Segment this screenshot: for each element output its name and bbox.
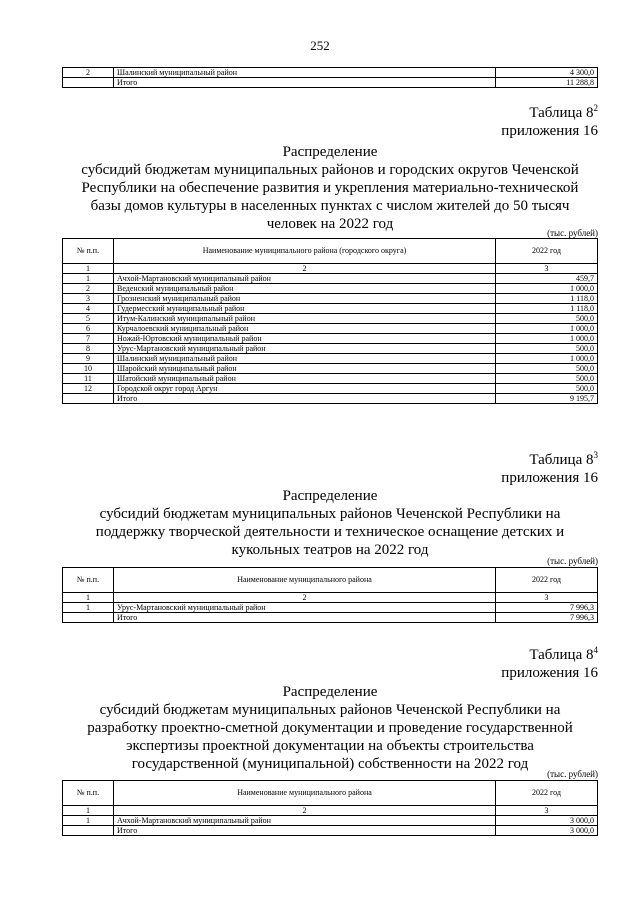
table-row [63,374,598,384]
title-line: экспертизы проектной документации на объекты строительства [126,738,534,754]
table-label-prefix: Таблица 8 [529,105,594,121]
table-8-2-title [60,143,600,233]
total-row [63,826,598,836]
row-number-cell [63,78,114,88]
row-number-cell: 1 [63,274,114,284]
district-name-cell: Шалинский муниципальный район [114,68,496,78]
total-row [63,613,598,623]
table-header-row [63,239,598,264]
header-num-cell: № п.п. [63,239,114,264]
amount-cell: 500,0 [496,364,598,374]
title-line: поддержку творческой деятельности и техническое оснащение детских и [95,524,565,540]
district-name-cell: Шатойский муниципальный район [114,374,496,384]
page-number: 252 [310,38,330,53]
row-number-cell [63,394,114,404]
table-label-prefix: Таблица 8 [529,452,594,468]
table-label-appendix: приложения 16 [501,123,598,139]
row-number-cell: 11 [63,374,114,384]
amount-cell: 500,0 [496,384,598,394]
header-name-cell: Наименование муниципального района [114,568,496,593]
total-row [63,394,598,404]
table-label-sup: 3 [593,450,598,460]
table-row [63,304,598,314]
table-8-3-title [60,487,600,559]
column-index-cell: 1 [63,806,114,816]
amount-cell: 459,7 [496,274,598,284]
amount-cell: 4 300,0 [496,68,598,78]
table-row [63,274,598,284]
header-year-cell: 2022 год [496,568,598,593]
column-index-cell: 3 [496,264,598,274]
table-row [63,364,598,374]
title-line: базы домов культуры в населенных пунктах с числом жителей до 50 тысяч [90,198,570,214]
row-number-cell: 4 [63,304,114,314]
table-label-appendix: приложения 16 [501,665,598,681]
table-row [63,334,598,344]
total-row [63,78,598,88]
district-name-cell: Курчалоевский муниципальный район [114,324,496,334]
row-number-cell: 8 [63,344,114,354]
table-8-3 [62,567,598,623]
row-number-cell: 1 [63,816,114,826]
row-number-cell: 6 [63,324,114,334]
district-name-cell: Грозненский муниципальный район [114,294,496,304]
row-number-cell: 2 [63,284,114,294]
table-header-row [63,568,598,593]
row-number-cell: 5 [63,314,114,324]
column-index-cell: 2 [114,264,496,274]
title-line: разработку проектно-сметной документации и проведение государственной [87,720,573,736]
continuation-table [62,67,598,88]
title-line: кукольных театров на 2022 год [231,542,429,558]
amount-cell: 500,0 [496,344,598,354]
district-name-cell: Гудермесский муниципальный район [114,304,496,314]
table-8-4-units: (тыс. рублей) [547,769,598,779]
header-name-cell: Наименование муниципального района (городского округа) [114,239,496,264]
column-index-cell: 3 [496,806,598,816]
title-line: Распределение [282,144,378,160]
header-num-cell: № п.п. [63,781,114,806]
table-label-prefix: Таблица 8 [529,647,594,663]
amount-cell: 3 000,0 [496,826,598,836]
table-row [63,354,598,364]
district-name-cell: Ачхой-Мартановский муниципальный район [114,274,496,284]
header-num-cell: № п.п. [63,568,114,593]
row-number-cell: 3 [63,294,114,304]
title-line: государственной (муниципальной) собственности на 2022 год [131,756,529,772]
title-line: субсидий бюджетам муниципальных районов Чеченской Республики на [99,702,561,718]
amount-cell: 1 118,0 [496,294,598,304]
column-index-cell: 1 [63,593,114,603]
amount-cell: 3 000,0 [496,816,598,826]
table-row [63,284,598,294]
header-year-cell: 2022 год [496,781,598,806]
district-name-cell: Ножай-Юртовский муниципальный район [114,334,496,344]
table-header-row [63,781,598,806]
column-index-cell: 2 [114,806,496,816]
table-label-sup: 2 [593,103,598,113]
row-number-cell: 9 [63,354,114,364]
table-8-2 [62,238,598,404]
row-number-cell [63,826,114,836]
title-line: Распределение [282,684,378,700]
table-row [63,68,598,78]
amount-cell: 1 000,0 [496,354,598,364]
amount-cell: 1 118,0 [496,304,598,314]
table-8-4-label [501,646,598,682]
table-row [63,384,598,394]
table-8-2-label [501,104,598,140]
table-row [63,314,598,324]
district-name-cell: Урус-Мартановский муниципальный район [114,344,496,354]
amount-cell: 500,0 [496,374,598,384]
title-line: Республики на обеспечение развития и укрепления материально-технической [81,180,579,196]
district-name-cell: Шалинский муниципальный район [114,354,496,364]
district-name-cell: Итого [114,78,496,88]
table-8-3-units: (тыс. рублей) [547,556,598,566]
district-name-cell: Итум-Калинский муниципальный район [114,314,496,324]
amount-cell: 1 000,0 [496,334,598,344]
district-name-cell: Итого [114,394,496,404]
district-name-cell: Ачхой-Мартановский муниципальный район [114,816,496,826]
amount-cell: 11 288,8 [496,78,598,88]
row-number-cell [63,613,114,623]
row-number-cell: 2 [63,68,114,78]
district-name-cell: Веденский муниципальный район [114,284,496,294]
column-index-cell: 3 [496,593,598,603]
district-name-cell: Городской округ город Аргун [114,384,496,394]
row-number-cell: 7 [63,334,114,344]
table-row [63,294,598,304]
amount-cell: 1 000,0 [496,324,598,334]
table-8-3-label [501,451,598,487]
column-index-row [63,593,598,603]
table-row [63,816,598,826]
header-year-cell: 2022 год [496,239,598,264]
amount-cell: 1 000,0 [496,284,598,294]
table-label-appendix: приложения 16 [501,470,598,486]
table-8-2-units: (тыс. рублей) [547,228,598,238]
title-line: Распределение [282,488,378,504]
district-name-cell: Итого [114,826,496,836]
amount-cell: 500,0 [496,314,598,324]
table-8-4-title [60,683,600,773]
row-number-cell: 10 [63,364,114,374]
amount-cell: 7 996,3 [496,613,598,623]
table-row [63,344,598,354]
column-index-row [63,806,598,816]
title-line: человек на 2022 год [266,216,394,232]
table-8-4 [62,780,598,836]
column-index-cell: 2 [114,593,496,603]
district-name-cell: Шаройский муниципальный район [114,364,496,374]
title-line: субсидий бюджетам муниципальных районов и городских округов Чеченской [81,162,579,178]
table-label-sup: 4 [593,645,598,655]
district-name-cell: Итого [114,613,496,623]
amount-cell: 7 996,3 [496,603,598,613]
header-name-cell: Наименование муниципального района [114,781,496,806]
district-name-cell: Урус-Мартановский муниципальный район [114,603,496,613]
table-row [63,324,598,334]
column-index-cell: 1 [63,264,114,274]
amount-cell: 9 195,7 [496,394,598,404]
row-number-cell: 1 [63,603,114,613]
column-index-row [63,264,598,274]
table-row [63,603,598,613]
title-line: субсидий бюджетам муниципальных районов Чеченской Республики на [99,506,561,522]
row-number-cell: 12 [63,384,114,394]
